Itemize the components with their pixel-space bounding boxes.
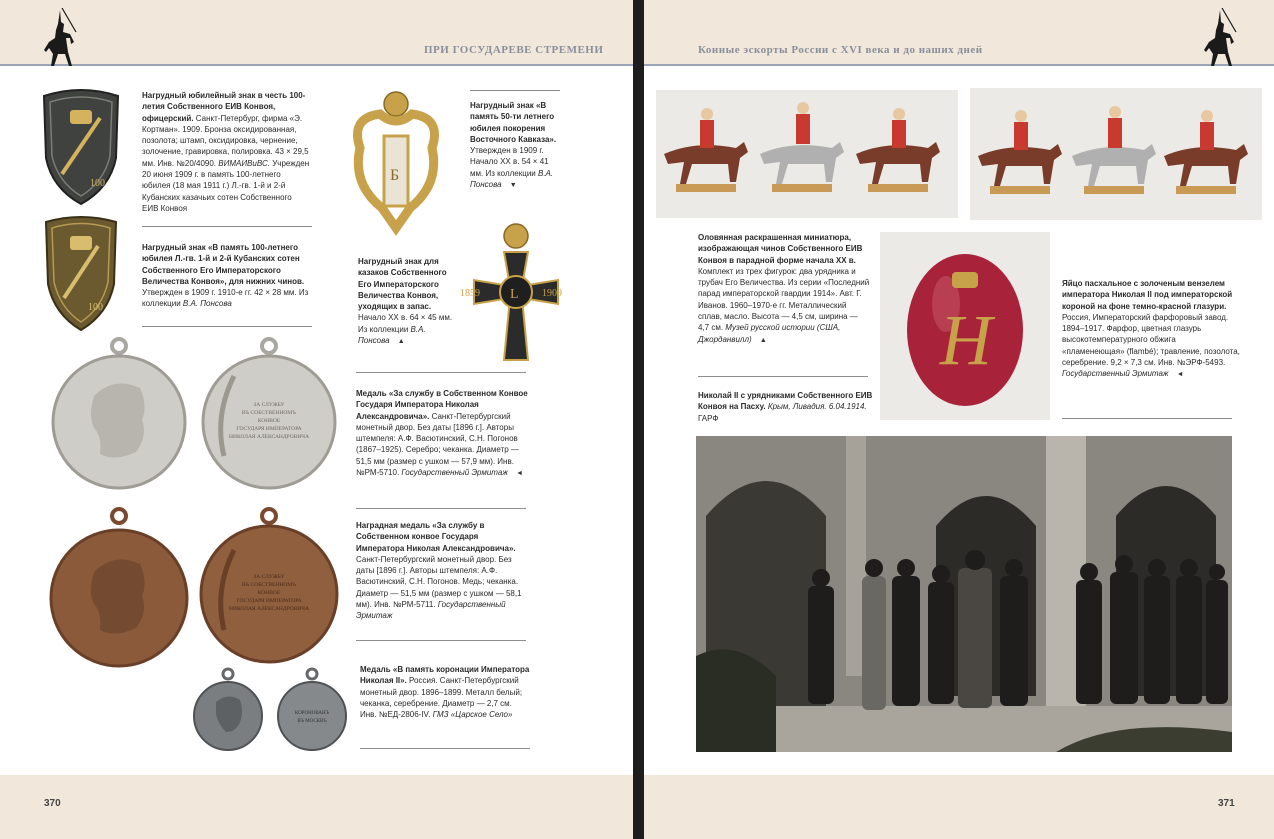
coronation-reverse-line: ВЪ МОСКВЪ <box>297 719 327 724</box>
caption-medal-award <box>356 520 528 622</box>
caption-photo <box>698 390 876 424</box>
cossack-rider-icon <box>1200 8 1240 72</box>
page-number-left: 370 <box>44 798 61 809</box>
medal-reverse-line: ЗА СЛУЖБУ <box>253 402 285 408</box>
medal-coronation-reverse-image <box>272 666 352 752</box>
caption-title: Нагрудный знак «В память 50-ти летнего юбилея покорения Восточного Кавказа». <box>470 101 557 144</box>
caption-body: Крым, Ливадия. 6.04.1914. <box>767 402 867 412</box>
caption-body: Санкт-Петербургский монетный двор. Без даты [1896 г.]. Авторы штемпеля: А.Ф. Васютинский, С.Н. Погонов (1867–1925). Серебро; чеканка. Диаметр — 51,5 мм (размер с ушком — 57,9 мм). Инв. №РМ-5710. <box>356 411 519 478</box>
arrow-up-icon: ▲ <box>759 336 767 344</box>
caption-title: Яйцо пасхальное с золоченым вензелем императора Николая II под императорской короной на фоне темно-красной глазури. <box>1062 279 1233 311</box>
caption-source: ГАРФ <box>698 413 719 423</box>
medal-reverse-line: ВЪ СОБСТВЕННОМЪ <box>241 582 297 588</box>
badge-100-officer-image <box>40 88 122 206</box>
caption-source: В.А. Понсова <box>182 299 232 309</box>
badge-label: 100 <box>88 302 103 313</box>
medal-reverse-line: ЗА СЛУЖБУ <box>253 574 285 580</box>
running-head-left: ПРИ ГОСУДАРЕВЕ СТРЕМЕНИ <box>424 44 604 56</box>
medal-reverse-line: ГОСУДАРЯ ИМПЕРАТОРА <box>236 426 302 432</box>
medal-silver-obverse-image <box>44 336 194 492</box>
right-header-band <box>644 0 1274 66</box>
badge-reserve-image <box>340 88 452 238</box>
caption-body: Санкт-Петербург, фирма «Э. Кортман». 1909. Бронза оксидированная, позолота; штамп, оксидировка, чернение, золочение, гравировка, полировка. 43 × 29,5 мм. Инв. №20/4090. <box>142 113 309 168</box>
caption-easter-egg <box>1062 278 1240 381</box>
badge-100-lower-image <box>42 216 120 332</box>
running-head-right: Конные эскорты России с XVI века и до наших дней <box>698 44 983 56</box>
medal-reverse-line: ГОСУДАРЯ ИМПЕРАТОРА <box>236 598 302 604</box>
easter-egg-image <box>880 232 1050 420</box>
miniature-figures-image-1 <box>656 90 958 218</box>
coronation-reverse-line: КОРОНОВАНЪ <box>294 711 330 716</box>
divider <box>356 508 526 509</box>
medal-bronze-obverse-image <box>44 506 194 670</box>
caption-source: ГМЗ «Царское Село» <box>432 710 513 720</box>
page-number-right: 371 <box>1218 798 1235 809</box>
cossack-rider-icon <box>40 8 80 72</box>
badge-label: 100 <box>90 178 105 189</box>
medal-reverse-line: НИКОЛАЯ АЛЕКСАНДРОВИЧА <box>229 606 309 612</box>
medal-silver-reverse-image <box>194 336 344 492</box>
caption-source: Музей русской истории (США, Джорданвилл) <box>698 323 841 344</box>
left-footer-band <box>0 775 633 839</box>
divider <box>1062 418 1232 419</box>
caption-title: Наградная медаль «За службу в Собственном конвое Государя Императора Николая Александровича». <box>356 521 516 553</box>
right-page <box>644 0 1274 839</box>
caption-source: Государственный Эрмитаж <box>1062 369 1171 379</box>
medal-bronze-reverse-image <box>194 506 344 670</box>
caption-badge-reserve <box>358 256 458 347</box>
arrow-down-icon: ▼ <box>509 182 517 190</box>
caption-title: Нагрудный знак для казаков Собственного Его Императорского Величества Конвоя, уходящих в запас. <box>358 257 447 312</box>
arrow-left-icon: ◄ <box>1176 371 1184 379</box>
svg-text:Б: Б <box>390 167 400 184</box>
left-page <box>0 0 633 839</box>
divider <box>470 90 560 91</box>
arrow-left-icon: ◄ <box>516 470 523 478</box>
right-footer-band <box>644 775 1274 839</box>
caption-title: Оловянная раскрашенная миниатюра, изображающая чинов Собственного ЕИВ Конвоя в парадной форме начала XX в. <box>698 233 863 265</box>
caption-tail: Учрежден 20 июня 1909 г. в память 100-летнего юбилея (18 мая 1911 г.) Л.-гв. 1-й и 2-й Кубанских казачьих сотен Собственного ЕИВ Конвоя <box>142 158 310 213</box>
caption-title: Николай II с урядниками Собственного ЕИВ Конвоя на Пасху. <box>698 391 873 412</box>
caption-body: Комплект из трех фигурок: два урядника и трубач Его Величества. Из серии «Последний парад императорской гвардии 1914». Авт. Г. Иванов. 1960–1970-е гг. Металлический сплав, масло. Высота — 4,5 см, ширина — 4,7 см. <box>698 266 870 333</box>
medal-reverse-line: КОНВОЕ <box>257 590 281 596</box>
caption-medal-coronation <box>360 664 530 720</box>
medal-coronation-obverse-image <box>188 666 268 752</box>
medal-reverse-line: ВЪ СОБСТВЕННОМЪ <box>241 410 297 416</box>
cross-year-left: 1859 <box>460 288 480 299</box>
book-gutter <box>633 0 644 839</box>
caption-source: Государственный Эрмитаж <box>401 468 511 478</box>
caption-title: Нагрудный знак «В память 100-летнего юбилея Л.-гв. 1-й и 2-й Кубанских сотен Собственного Его Императорского Величества Конвоя», для нижних чинов. <box>142 243 305 286</box>
cross-year-right: 1909 <box>542 288 562 299</box>
caption-title: Медаль «В память коронации Императора Николая II». <box>360 665 530 686</box>
divider <box>360 748 530 749</box>
egg-monogram: Н <box>940 300 992 380</box>
caption-body: Утвержден в 1909 г. Начало XX в. 54 × 41 мм. Из коллекции <box>470 146 549 178</box>
caption-badge-100-lower <box>142 242 310 310</box>
caption-medal-service <box>356 388 528 479</box>
cross-center-letter: L <box>510 287 519 302</box>
miniature-figures-image-2 <box>970 88 1262 220</box>
caption-title: Нагрудный юбилейный знак в честь 100-летия Собственного ЕИВ Конвоя, офицерский. <box>142 91 306 123</box>
left-header-band <box>0 0 633 66</box>
caption-source: Государственный Эрмитаж <box>356 600 506 621</box>
arrow-up-icon: ▲ <box>397 338 405 346</box>
medal-reverse-line: НИКОЛАЯ АЛЕКСАНДРОВИЧА <box>229 434 309 440</box>
caption-badge-caucasus <box>470 100 562 191</box>
divider <box>142 326 312 327</box>
historical-photo-image <box>696 436 1232 752</box>
caption-body: Начало XX в. 64 × 45 мм. Из коллекции <box>358 313 453 334</box>
caption-source: ВИМАИВиВС. <box>218 158 273 168</box>
caption-title: Медаль «За службу в Собственном Конвое Государя Императора Николая Александровича». <box>356 389 528 421</box>
divider <box>142 226 312 227</box>
caption-source: В.А. Понсова <box>358 324 426 346</box>
caption-source: В.А. Понсова <box>470 168 554 190</box>
divider <box>356 640 526 641</box>
caption-body: Россия. Санкт-Петербургский монетный двор. 1896–1899. Металл белый; чеканка, серебрение. Диаметр — 2,7 см. Инв. №ЕД-2806-IV. <box>360 676 523 720</box>
caption-badge-100-officer <box>142 90 310 214</box>
caption-body: Россия, Императорский фарфоровый завод. 1894–1917. Фарфор, цветная глазурь высокотемпературного обжига «пламенеющая» (flambé); травление, позолота, серебрение. 9,2 × 7,3 см. Инв. №ЭРФ-5493. <box>1062 312 1240 368</box>
divider <box>698 376 868 377</box>
medal-reverse-line: КОНВОЕ <box>257 418 281 424</box>
caption-miniature <box>698 232 870 346</box>
caption-body: Санкт-Петербургский монетный двор. Без даты [1896 г.]. Авторы штемпеля: А.Ф. Васютинский, С.Н. Погонов. Медь; чеканка. Диаметр — 51,5 мм (размер с ушком — 58,1 мм). Инв. №РМ-5711. <box>356 554 522 610</box>
badge-caucasus-cross-image <box>458 220 574 364</box>
caption-body: Утвержден в 1909 г. 1910-е гг. 42 × 28 мм. Из коллекции <box>142 288 309 309</box>
divider <box>356 372 526 373</box>
